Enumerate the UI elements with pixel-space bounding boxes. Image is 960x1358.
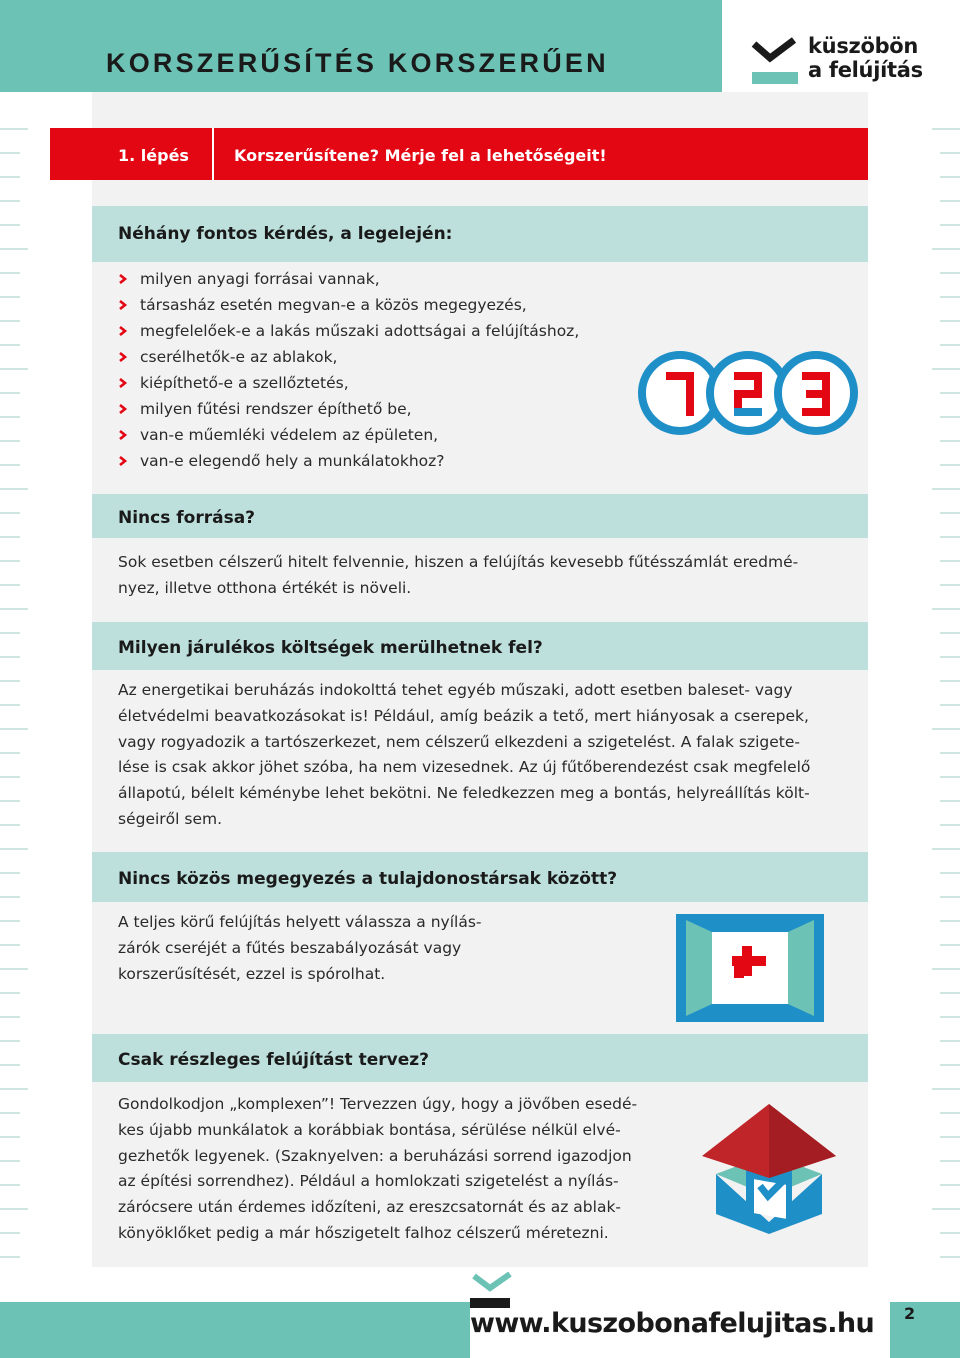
dash-mark <box>0 344 20 346</box>
dash-mark <box>0 584 20 586</box>
dash-mark <box>940 416 960 418</box>
list-item: milyen fűtési rendszer építhető be, <box>118 396 579 422</box>
section-title-intro: Néhány fontos kérdés, a legelején: <box>118 224 453 244</box>
steps-123-icon <box>638 346 858 440</box>
dash-mark <box>940 200 960 202</box>
dash-mark <box>0 752 20 754</box>
dash-mark <box>940 560 960 562</box>
dash-mark <box>940 1256 960 1258</box>
dash-mark <box>940 632 960 634</box>
dash-mark <box>0 224 20 226</box>
dash-mark <box>940 1040 960 1042</box>
dash-mark <box>0 680 20 682</box>
section-title-partial: Csak részleges felújítást tervez? <box>118 1050 429 1070</box>
dash-mark <box>0 872 20 874</box>
dash-mark <box>940 224 960 226</box>
dash-mark <box>932 128 960 130</box>
dash-mark <box>0 296 20 298</box>
dash-mark <box>940 1160 960 1162</box>
dash-mark <box>0 704 20 706</box>
dash-mark <box>932 728 960 730</box>
dash-mark <box>940 1112 960 1114</box>
dash-mark <box>0 1160 20 1162</box>
dash-mark <box>0 1040 20 1042</box>
question-list <box>118 266 579 474</box>
house-check-icon <box>702 1104 836 1234</box>
window-icon <box>676 914 824 1022</box>
section-body-agreement: A teljes körű felújítás helyett válassza a nyílás- zárók cseréjét a fűtés beszabályozását vagy korszerűsítését, ezzel is spórolhat. <box>118 913 482 983</box>
dash-mark <box>940 152 960 154</box>
chevron-right-icon <box>118 300 128 310</box>
dash-mark <box>932 848 960 850</box>
list-item: milyen anyagi forrásai vannak, <box>118 266 579 292</box>
chevron-right-icon <box>118 378 128 388</box>
dash-mark <box>940 1064 960 1066</box>
footer-band-left <box>0 1302 470 1358</box>
dash-mark <box>0 248 28 250</box>
dash-mark <box>0 1064 20 1066</box>
dash-mark <box>932 248 960 250</box>
dash-mark <box>940 176 960 178</box>
dash-mark <box>940 920 960 922</box>
dash-mark <box>0 992 20 994</box>
dash-mark <box>932 1088 960 1090</box>
dash-mark <box>932 608 960 610</box>
dash-mark <box>0 1208 28 1210</box>
dash-mark <box>940 752 960 754</box>
dash-mark <box>940 800 960 802</box>
chevron-right-icon <box>118 430 128 440</box>
dash-mark <box>0 824 20 826</box>
dash-mark <box>940 512 960 514</box>
dash-mark <box>932 488 960 490</box>
logo-text: küszöbön a felújítás <box>808 34 923 82</box>
dash-mark <box>940 1016 960 1018</box>
dash-mark <box>940 1136 960 1138</box>
section-body-costs: Az energetikai beruházás indokolttá tehet egyéb műszaki, adott esetben baleset- vagy életvédelmi beavatkozásokat is! Például, amíg beázik a tető, mert hiányosak a cserepek, vagy rogyadozik a tartószerkezet, nem célszerű elkezdeni a szigetelést. A falak szigete- lése is csak akkor jöhet szóba, ha nem vizesednek. Az új fűtőberendezést csak megfelelő állapotú, bélelt kéménybe lehet bekötni. Ne feledkezzen meg a bontás, helyreállítás költ- ségeiről sem. <box>118 681 811 828</box>
dash-mark <box>940 992 960 994</box>
dash-mark <box>0 776 20 778</box>
dash-mark <box>940 872 960 874</box>
dash-mark <box>0 656 20 658</box>
step-title: Korszerűsítene? Mérje fel a lehetőségeit! <box>234 146 607 165</box>
list-item: kiépíthető-e a szellőztetés, <box>118 370 579 396</box>
dash-mark <box>0 728 28 730</box>
step-number: 1. lépés <box>118 146 189 165</box>
page-title: KORSZERŰSÍTÉS KORSZERŰEN <box>106 48 609 78</box>
dash-mark <box>0 1112 20 1114</box>
dash-mark <box>940 680 960 682</box>
dash-mark <box>0 608 28 610</box>
step-divider <box>212 128 214 180</box>
dash-mark <box>0 1256 20 1258</box>
dash-mark <box>940 440 960 442</box>
dash-mark <box>940 776 960 778</box>
dash-mark <box>940 344 960 346</box>
dash-mark <box>940 320 960 322</box>
dash-mark <box>932 368 960 370</box>
dash-mark <box>0 272 20 274</box>
logo-check-icon <box>750 36 802 86</box>
dash-mark <box>0 1232 20 1234</box>
section-title-funding: Nincs forrása? <box>118 508 256 528</box>
section-title-agreement: Nincs közös megegyezés a tulajdonostársak között? <box>118 869 618 889</box>
section-body-partial: Gondolkodjon „komplexen”! Tervezzen úgy, hogy a jövőben esedé- kes újabb munkálatok a korábbiak bontása, sérülése nélkül elvé- gezhetők legyenek. (Szaknyelven: a beruházási sorrend igazodjon az építési sorrendhez). Például a homlokzati szigetelést a nyílás- zárócsere után érdemes időzíteni, az ereszcsatornát és az ablak- könyöklőket pedig a már hőszigetelt falhoz célszerű méretezni. <box>118 1095 638 1242</box>
section-body-funding: Sok esetben célszerű hitelt felvennie, hiszen a felújítás kevesebb fűtésszámlát eredmé- nyez, illetve otthona értékét is növeli. <box>118 553 799 597</box>
chevron-right-icon <box>118 404 128 414</box>
chevron-right-icon <box>118 352 128 362</box>
chevron-right-icon <box>118 326 128 336</box>
dash-mark <box>940 536 960 538</box>
dash-mark <box>940 392 960 394</box>
dash-mark <box>0 320 20 322</box>
section-title-costs: Milyen járulékos költségek merülhetnek fel? <box>118 638 543 658</box>
list-item: van-e műemléki védelem az épületen, <box>118 422 579 448</box>
dash-mark <box>940 464 960 466</box>
dash-mark <box>0 488 28 490</box>
dash-mark <box>940 584 960 586</box>
dash-mark <box>0 968 28 970</box>
dash-mark <box>0 800 20 802</box>
dash-mark <box>0 536 20 538</box>
dash-mark <box>0 560 20 562</box>
dash-mark <box>0 1016 20 1018</box>
dash-mark <box>0 1184 20 1186</box>
dash-mark <box>0 944 20 946</box>
dash-mark <box>940 824 960 826</box>
brand-logo[interactable] <box>750 34 940 94</box>
dash-mark <box>0 1136 20 1138</box>
dash-mark <box>940 1232 960 1234</box>
dash-mark <box>0 896 20 898</box>
dash-mark <box>0 176 20 178</box>
chevron-right-icon <box>118 456 128 466</box>
dash-mark <box>940 656 960 658</box>
page-number: 2 <box>904 1304 916 1323</box>
list-item: megfelelőek-e a lakás műszaki adottságai a felújításhoz, <box>118 318 579 344</box>
dash-mark <box>940 944 960 946</box>
dash-mark <box>932 968 960 970</box>
dash-mark <box>0 1088 28 1090</box>
list-item: társasház esetén megvan-e a közös megegyezés, <box>118 292 579 318</box>
dash-mark <box>0 632 20 634</box>
dash-mark <box>0 416 20 418</box>
dash-mark <box>0 920 20 922</box>
dash-mark <box>0 440 20 442</box>
dash-mark <box>940 704 960 706</box>
dash-mark <box>940 1184 960 1186</box>
dash-mark <box>0 200 20 202</box>
dash-mark <box>940 272 960 274</box>
logo-check-icon <box>470 1272 514 1308</box>
dash-mark <box>0 512 20 514</box>
dash-mark <box>0 848 28 850</box>
footer-url-link[interactable]: www.kuszobonafelujitas.hu <box>470 1308 875 1339</box>
dash-mark <box>932 1208 960 1210</box>
dash-mark <box>0 464 20 466</box>
dash-mark <box>0 368 28 370</box>
dash-mark <box>0 128 28 130</box>
list-item: cserélhetők-e az ablakok, <box>118 344 579 370</box>
dash-mark <box>0 392 20 394</box>
dash-mark <box>940 296 960 298</box>
list-item: van-e elegendő hely a munkálatokhoz? <box>118 448 579 474</box>
chevron-right-icon <box>118 274 128 284</box>
dash-mark <box>0 152 20 154</box>
dash-mark <box>940 896 960 898</box>
